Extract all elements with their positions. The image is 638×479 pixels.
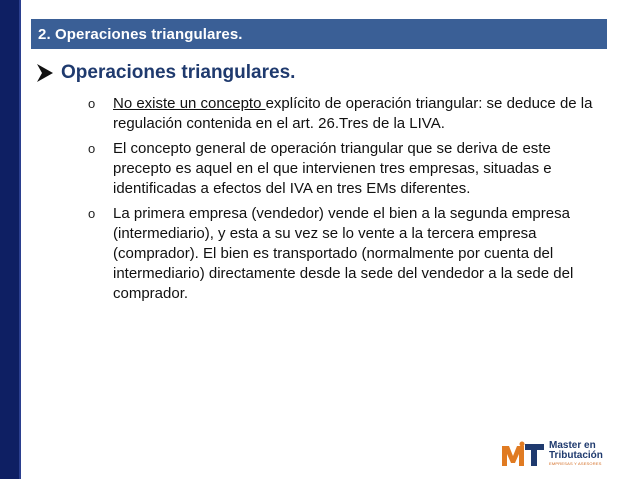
logo-line-1: Master en — [549, 440, 596, 451]
logo-line-2: Tributación — [549, 450, 603, 461]
section-heading-text: Operaciones triangulares. — [61, 62, 296, 83]
master-tributacion-logo — [500, 437, 610, 471]
bullet-circle-icon: o — [88, 141, 96, 156]
bullet-item — [88, 94, 613, 134]
logo-mark-icon — [500, 440, 546, 468]
arrow-right-icon — [36, 63, 54, 83]
logo-tagline: EMPRESAS Y ASESORES — [549, 461, 602, 466]
bullet-text: La primera empresa (vendedor) vende el bien a la segunda empresa (intermediario), y esta a su vez se lo vente a la tercera empresa (comprador). El bien es transportado (normalmente por cuenta del intermediario) directamente desde la sede del vendedor a la sede del comprador. — [113, 205, 574, 302]
bullet-text: explícito de operación triangular: se deduce de la regulación contenida en el art. 26.Tres de la LIVA. — [113, 95, 593, 132]
logo-text — [549, 441, 603, 467]
bullet-underlined-text: No existe un concepto — [113, 95, 266, 112]
bullet-item — [88, 204, 613, 304]
bullet-circle-icon: o — [88, 96, 96, 111]
bullet-text: El concepto general de operación triangular que se deriva de este precepto es aquel en el que intervienen tres empresas, situadas e identificadas a efectos del IVA en tres EMs diferentes. — [113, 140, 552, 197]
bullet-item — [88, 139, 613, 199]
bullet-list — [88, 94, 613, 309]
slide-header-bar — [31, 19, 607, 49]
slide-title: 2. Operaciones triangulares. — [38, 25, 243, 43]
bullet-circle-icon: o — [88, 206, 96, 221]
section-heading — [36, 62, 295, 84]
left-accent-bar — [0, 0, 21, 479]
